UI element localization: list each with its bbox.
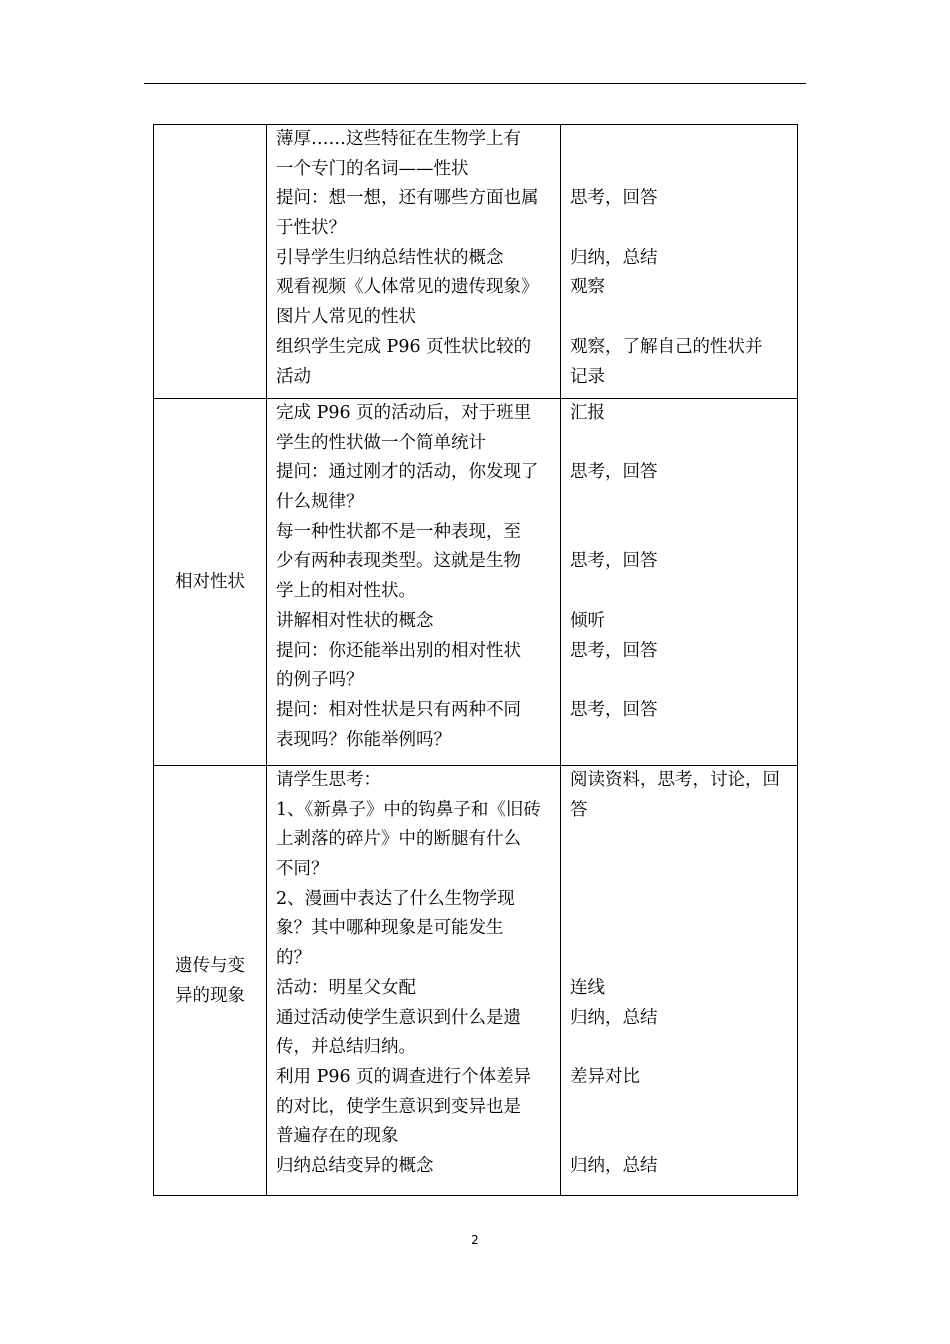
- student-line: 答: [570, 799, 588, 820]
- student-line: 思考，回答: [570, 188, 658, 209]
- student-line: [570, 488, 789, 518]
- teacher-line: 传，并总结归纳。: [276, 1037, 416, 1058]
- student-line: 思考，回答: [570, 699, 658, 720]
- student-line: [570, 577, 789, 607]
- student-line: [570, 125, 789, 155]
- teacher-line: 一个专门的名词——性状: [276, 158, 469, 179]
- teacher-line: 2、漫画中表达了什么生物学现: [276, 888, 515, 909]
- teacher-line: 活动：明星父女配: [276, 977, 416, 998]
- student-line: [570, 1122, 789, 1152]
- teacher-line: 归纳总结变异的概念: [276, 1155, 434, 1176]
- student-line: [570, 885, 789, 915]
- teacher-line: 请学生思考：: [276, 770, 381, 790]
- table-row: [154, 399, 798, 766]
- teacher-line: 不同？: [276, 859, 329, 880]
- teacher-line: 学上的相对性状。: [276, 581, 416, 602]
- teacher-line: 学生的性状做一个简单统计: [276, 432, 486, 453]
- teacher-line: 什么规律？: [276, 492, 364, 513]
- student-activity-cell: [561, 766, 798, 1196]
- topic-cell: [154, 125, 267, 399]
- student-activity-cell: [561, 399, 798, 766]
- teacher-line: 通过活动使学生意识到什么是遗: [276, 1007, 521, 1028]
- teacher-line: 提问：想一想，还有哪些方面也属: [276, 188, 539, 209]
- student-line: 思考，回答: [570, 551, 658, 572]
- student-line: 差异对比: [570, 1066, 640, 1087]
- student-line: [570, 214, 789, 244]
- teacher-line: 1、《新鼻子》中的钩鼻子和《旧砖: [276, 799, 541, 820]
- teacher-line: 图片人常见的性状: [276, 307, 416, 328]
- teacher-line: 于性状？: [276, 218, 346, 239]
- topic-text: 相对性状: [175, 572, 245, 592]
- teacher-line: 普遍存在的现象: [276, 1126, 399, 1147]
- teacher-line: 观看视频《人体常见的遗传现象》: [276, 277, 539, 298]
- teacher-line: 提问：你还能举出别的相对性状: [276, 640, 521, 661]
- teacher-line: 讲解相对性状的概念: [276, 610, 434, 631]
- teacher-line: 提问：相对性状是只有两种不同: [276, 699, 521, 720]
- student-line: 连线: [570, 977, 605, 998]
- teacher-line: 组织学生完成 P96 页性状比较的: [276, 336, 532, 357]
- teacher-line: 上剥落的碎片》中的断腿有什么: [276, 829, 521, 850]
- student-line: [570, 914, 789, 944]
- student-line: 倾听: [570, 610, 605, 631]
- student-line: 思考，回答: [570, 640, 658, 661]
- topic-cell: [154, 399, 267, 766]
- page-number: 2: [471, 1233, 479, 1247]
- student-line: 观察，了解自己的性状并: [570, 336, 763, 357]
- teacher-line: 表现吗？你能举例吗？: [276, 729, 451, 750]
- teacher-activity-cell: [267, 399, 561, 766]
- student-line: [570, 303, 789, 333]
- student-line: 汇报: [570, 403, 605, 423]
- teacher-line: 的？: [276, 948, 311, 969]
- student-line: 观察: [570, 277, 605, 298]
- teacher-line: 引导学生归纳总结性状的概念: [276, 247, 504, 268]
- teacher-line: 象？其中哪种现象是可能发生: [276, 918, 504, 939]
- student-line: 记录: [570, 366, 605, 387]
- student-line: 归纳，总结: [570, 1007, 658, 1028]
- student-line: [570, 944, 789, 974]
- teacher-line: 完成 P96 页的活动后，对于班里: [276, 403, 532, 423]
- student-line: [570, 1033, 789, 1063]
- teacher-line: 利用 P96 页的调查进行个体差异: [276, 1066, 532, 1087]
- teacher-line: 每一种性状都不是一种表现，至: [276, 521, 521, 542]
- student-line: [570, 155, 789, 185]
- teacher-line: 的对比，使学生意识到变异也是: [276, 1096, 521, 1117]
- topic-cell: [154, 766, 267, 1196]
- teacher-line: 活动: [276, 366, 311, 387]
- teacher-line: 少有两种表现类型。这就是生物: [276, 551, 521, 572]
- teacher-activity-cell: [267, 125, 561, 399]
- lesson-plan-table: [153, 124, 798, 1196]
- student-line: [570, 429, 789, 459]
- student-line: [570, 666, 789, 696]
- student-line: 思考，回答: [570, 462, 658, 483]
- student-line: 归纳，总结: [570, 1155, 658, 1176]
- student-line: [570, 1093, 789, 1123]
- student-line: [570, 825, 789, 855]
- topic-text: 遗传与变: [175, 955, 245, 976]
- teacher-activity-cell: [267, 766, 561, 1196]
- topic-text: 异的现象: [175, 985, 245, 1006]
- student-line: [570, 855, 789, 885]
- teacher-line: 提问：通过刚才的活动，你发现了: [276, 462, 539, 483]
- teacher-line: 的例子吗？: [276, 670, 364, 691]
- student-line: 阅读资料，思考，讨论，回: [570, 770, 780, 790]
- header-rule: [144, 83, 806, 84]
- table-row: [154, 766, 798, 1196]
- student-line: 归纳，总结: [570, 247, 658, 268]
- student-line: [570, 726, 789, 756]
- student-activity-cell: [561, 125, 798, 399]
- table-row: [154, 125, 798, 399]
- teacher-line: 薄厚……这些特征在生物学上有: [276, 129, 521, 149]
- student-line: [570, 518, 789, 548]
